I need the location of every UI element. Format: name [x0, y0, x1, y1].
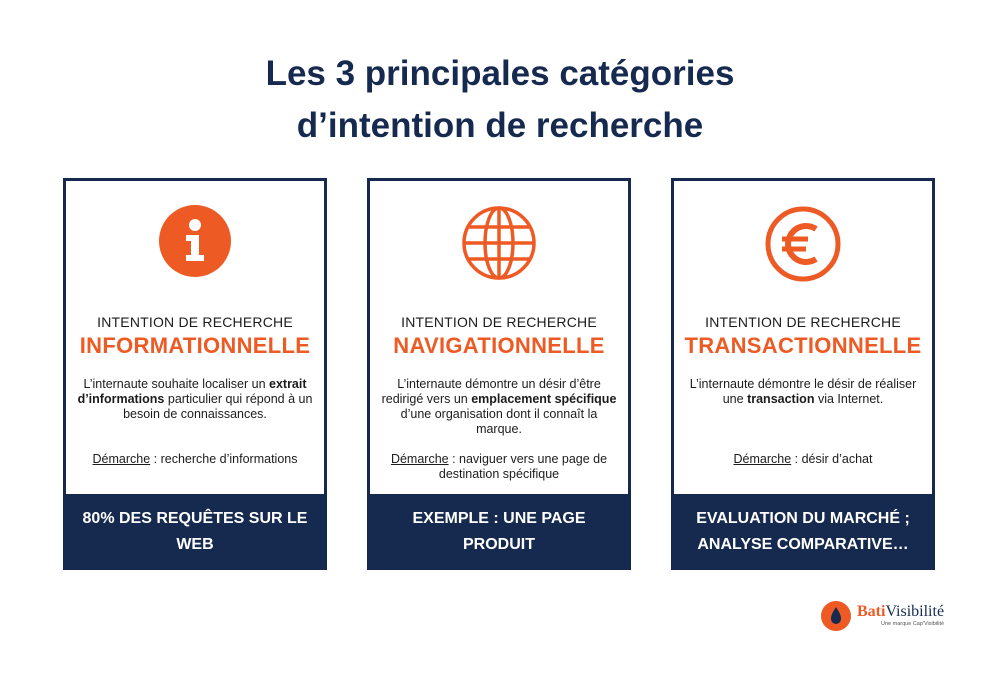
- card-label: INTENTION DE RECHERCHE: [97, 314, 293, 330]
- card-description: [684, 377, 922, 407]
- page-title-line-2: d’intention de recherche: [296, 106, 704, 145]
- page-title: [0, 48, 1000, 152]
- desc-text: L’internaute souhaite localiser un: [83, 377, 269, 391]
- card-demarche: [76, 452, 314, 467]
- desc-text: d’une organisation dont il connaît la marque.: [400, 407, 598, 436]
- demarche-label: Démarche: [92, 452, 151, 466]
- desc-highlight: transaction: [747, 392, 815, 406]
- icon-container: [370, 205, 628, 281]
- logo-mark-icon: [820, 600, 852, 632]
- card-name: TRANSACTIONNELLE: [684, 333, 922, 358]
- demarche-label: Démarche: [733, 452, 792, 466]
- info-icon: [159, 205, 231, 277]
- card-footer: EXEMPLE : UNE PAGE PRODUIT: [367, 494, 631, 570]
- logo-tagline: Une marque Cap'Visibilité: [881, 621, 945, 628]
- card-description: [380, 377, 618, 437]
- card-label: INTENTION DE RECHERCHE: [705, 314, 901, 330]
- demarche-text: : naviguer vers une page de destination spécifique: [438, 452, 608, 481]
- card-name: INFORMATIONNELLE: [79, 333, 311, 358]
- logo-name-part1: Bati: [857, 603, 886, 621]
- brand-logo: [820, 598, 944, 634]
- card-footer: EVALUATION DU MARCHÉ ; ANALYSE COMPARATIVE…: [671, 494, 935, 570]
- desc-highlight: emplacement spécifique: [471, 392, 617, 406]
- logo-name: [857, 604, 944, 620]
- logo-text: [857, 604, 944, 628]
- card-label: INTENTION DE RECHERCHE: [401, 314, 597, 330]
- icon-container: [66, 205, 324, 277]
- desc-text: via Internet.: [814, 392, 884, 406]
- card-description: [76, 377, 314, 422]
- desc-highlight: extrait d’informations: [77, 377, 307, 406]
- page-title-line-1: Les 3 principales catégories: [265, 54, 735, 93]
- demarche-text: : désir d’achat: [791, 452, 873, 466]
- card-informationnelle: [63, 178, 327, 570]
- card-demarche: [684, 452, 922, 467]
- desc-text: L’internaute démontre un désir d’être redirigé vers un: [381, 377, 601, 406]
- card-demarche: [380, 452, 618, 482]
- demarche-text: : recherche d’informations: [150, 452, 298, 466]
- desc-text: L’internaute démontre le désir de réaliser une: [689, 377, 917, 406]
- card-transactionnelle: [671, 178, 935, 570]
- card-name: NAVIGATIONNELLE: [393, 333, 605, 358]
- desc-text: particulier qui répond à un besoin de connaissances.: [123, 392, 313, 421]
- card-footer: 80% DES REQUÊTES SUR LE WEB: [63, 494, 327, 570]
- logo-name-part2: Visibilité: [885, 603, 945, 621]
- icon-container: [674, 205, 932, 283]
- demarche-label: Démarche: [390, 452, 449, 466]
- euro-icon: [764, 205, 842, 283]
- card-navigationnelle: [367, 178, 631, 570]
- globe-icon: [461, 205, 537, 281]
